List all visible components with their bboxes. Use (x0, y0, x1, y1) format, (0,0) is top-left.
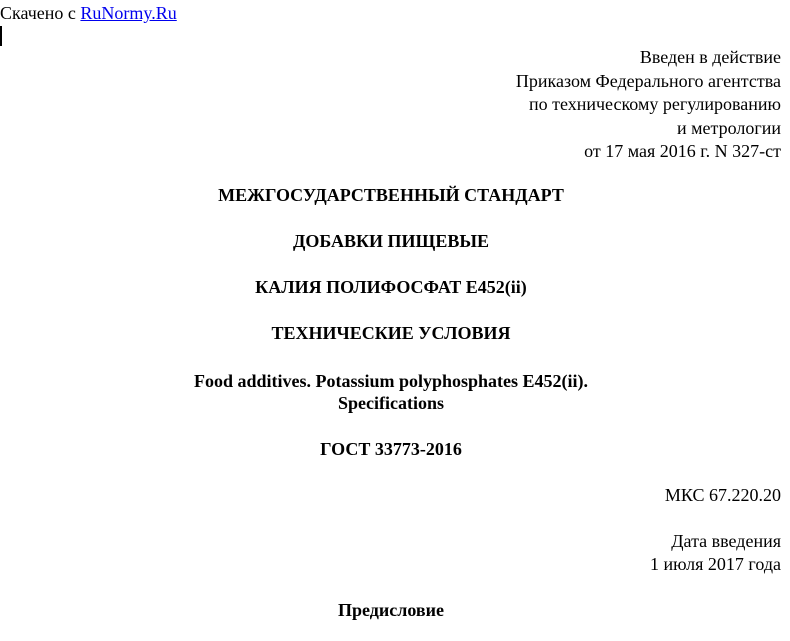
effective-date-value: 1 июля 2017 года (650, 554, 781, 574)
text-cursor (0, 26, 2, 46)
enactment-line-2: Приказом Федерального агентства (515, 70, 781, 91)
source-line (0, 2, 177, 24)
enactment-line-3: по техническому регулированию (528, 94, 781, 114)
source-link[interactable]: RuNormy.Ru (80, 3, 177, 23)
effective-date-label: Дата введения (671, 531, 781, 551)
title-heading-2: КАЛИЯ ПОЛИФОСФАТ E452(ii) (255, 277, 527, 297)
title-heading-3: ТЕХНИЧЕСКИЕ УСЛОВИЯ (271, 323, 511, 343)
preface-heading: Предисловие (338, 600, 444, 620)
english-title-line-2: Specifications (338, 393, 444, 413)
gost-number-heading: ГОСТ 33773-2016 (320, 439, 462, 459)
enactment-line-4: и метрологии (677, 117, 781, 138)
enactment-line-1: Введен в действие (639, 47, 781, 67)
source-prefix: Скачено с (0, 3, 81, 23)
standard-type-heading: МЕЖГОСУДАРСТВЕННЫЙ СТАНДАРТ (218, 185, 564, 205)
mks-code: МКС 67.220.20 (664, 485, 781, 505)
title-heading-1: ДОБАВКИ ПИЩЕВЫЕ (292, 231, 490, 251)
english-title-line-1: Food additives. Potassium polyphosphates E452(ii). (193, 371, 589, 391)
enactment-block (516, 46, 781, 164)
enactment-line-5: от 17 мая 2016 г. N 327-ст (584, 141, 781, 161)
